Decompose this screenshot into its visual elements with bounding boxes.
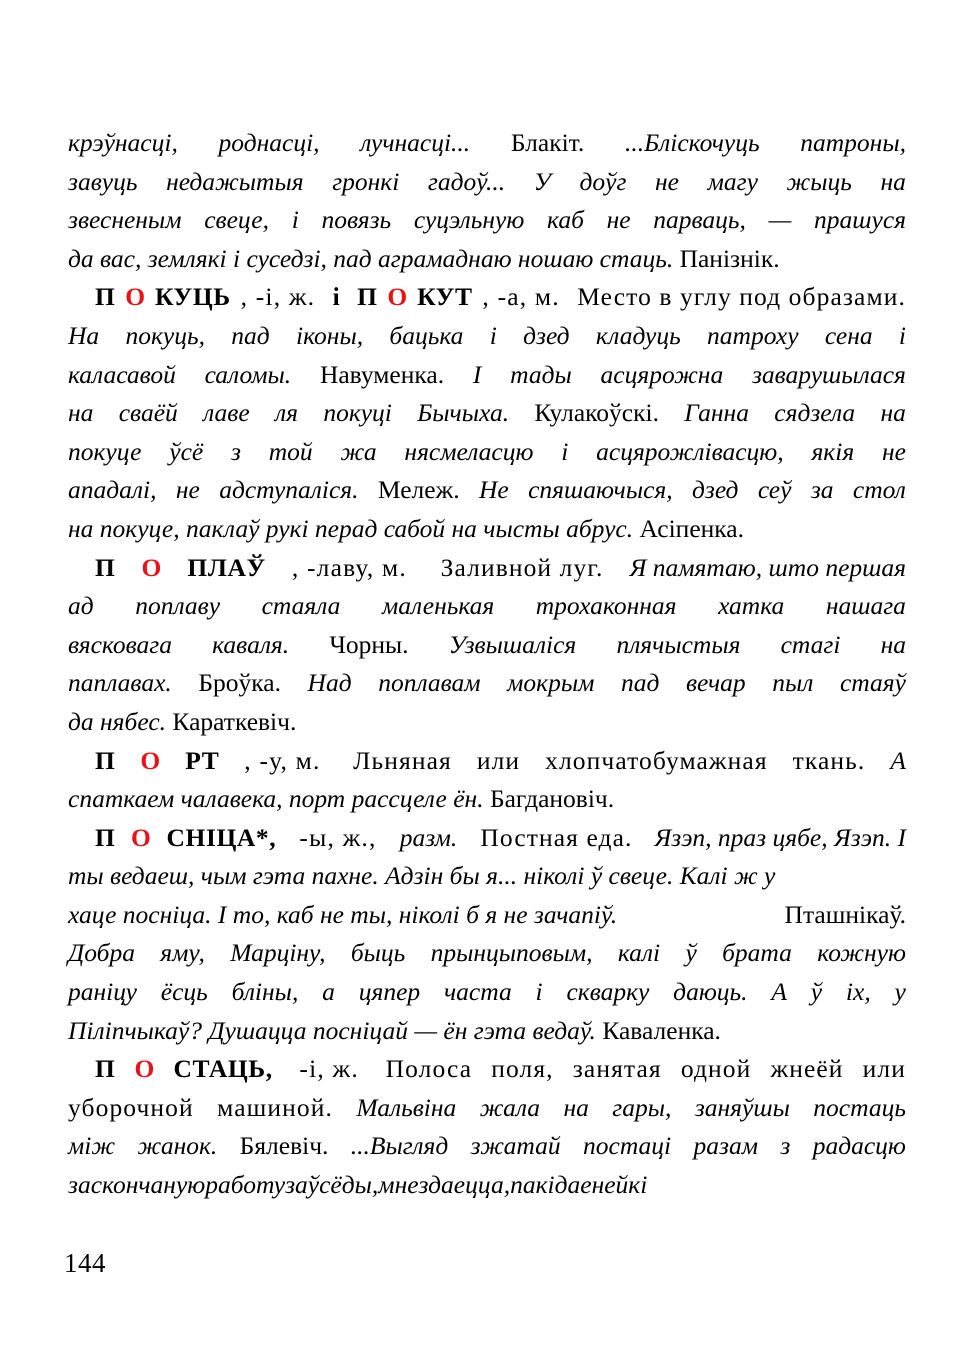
quotation-text: асцярожна: [600, 359, 724, 389]
author-attribution: Броўка.: [198, 668, 281, 698]
quotation-text: пад: [620, 668, 660, 698]
russian-gloss: Заливной луг.: [440, 552, 604, 582]
quotation-text: ў: [810, 977, 823, 1007]
quotation-text: парваць,: [653, 205, 746, 235]
author-attribution: Асіпенка.: [633, 513, 744, 543]
quotation-text: ...Бліскочуць: [624, 128, 760, 157]
headword-part: СТАЦЬ,: [173, 1054, 273, 1084]
quotation-text: на: [880, 398, 906, 428]
quotation-text: ёсць: [160, 977, 208, 1007]
quotation-text: каваля.: [212, 629, 290, 659]
quotation-text: Узвышаліся: [448, 629, 577, 659]
quotation-text: стаяла: [261, 591, 341, 621]
quotation-text: якія: [811, 436, 855, 466]
quotation-text: на: [880, 629, 906, 659]
quotation-text: На: [68, 320, 100, 350]
stressed-vowel: О: [140, 745, 161, 775]
quotation-text: даюць.: [673, 977, 748, 1007]
quotation-text: стаяў: [839, 668, 906, 698]
quotation-text: сена: [824, 320, 873, 350]
grammar-label: -і, ж.: [291, 1054, 367, 1084]
headword-part: П: [95, 745, 116, 775]
quotation-text: Не: [478, 475, 509, 505]
russian-gloss: хлопчатобумажная: [545, 745, 768, 775]
headword-part: П: [95, 1054, 116, 1084]
quotation-text: не: [175, 475, 200, 505]
quotation-text: і: [291, 205, 299, 235]
quotation-text: з: [231, 436, 241, 466]
quotation-text: на: [563, 1092, 589, 1122]
russian-gloss: Постная еда.: [472, 822, 633, 852]
quotation-text: жала: [479, 1092, 541, 1122]
quotation-text: лаве: [203, 398, 250, 428]
quotation-text: ападалі,: [68, 475, 157, 505]
page-number: 144: [64, 1248, 106, 1278]
grammar-label: разм.: [399, 822, 458, 852]
quotation-text: прашуся: [814, 205, 906, 235]
quotation-text: —: [768, 205, 792, 235]
text-line: [68, 784, 906, 823]
headword-part: П: [95, 552, 116, 582]
quotation-text: Бычыха.: [417, 398, 510, 428]
text-line: [68, 244, 906, 283]
quotation-text: магу: [707, 166, 758, 196]
quotation-text: брата: [722, 938, 792, 968]
russian-gloss: поля,: [491, 1054, 554, 1084]
quotation-text: і: [535, 977, 543, 1007]
quotation-text: з: [780, 1131, 791, 1161]
quotation-text: Язэп, праз цябе, Язэп. І: [648, 822, 906, 852]
quotation-text: жыць: [786, 166, 852, 196]
text-line: [68, 514, 906, 553]
quotation-text: сеў: [757, 475, 792, 505]
quotation-text: скварку: [566, 977, 650, 1007]
author-attribution: Каваленка.: [595, 1015, 721, 1045]
quotation-text: і: [898, 320, 906, 350]
stressed-vowel: О: [131, 822, 151, 852]
quotation-text: повязь: [321, 205, 392, 235]
quotation-text: той: [268, 436, 313, 466]
quotation-text: іх,: [845, 977, 871, 1007]
quotation-text: сваёй: [118, 398, 178, 428]
quotation-text: суцэльную: [413, 205, 525, 235]
text-line: [68, 553, 906, 592]
quotation-text: маленькая: [381, 591, 495, 621]
text-line: [68, 900, 906, 939]
quotation-text: гары,: [612, 1092, 672, 1122]
quotation-text: ад: [68, 591, 94, 621]
author-attribution: Бялевіч.: [239, 1131, 329, 1161]
text-line: [68, 1054, 906, 1093]
stressed-vowel: О: [134, 1054, 155, 1084]
quotation-text: недажытыя: [166, 166, 304, 196]
quotation-text: ля: [275, 398, 298, 428]
quotation-text: цяпер: [358, 977, 421, 1007]
text-line: [68, 398, 906, 437]
grammar-label: , -і, ж.: [240, 282, 323, 312]
quotation-text: звесненым: [68, 205, 182, 235]
text-line: [68, 823, 906, 862]
grammar-label: , -у, м.: [244, 745, 329, 775]
quotation-text: на: [68, 398, 94, 428]
quotation-text: гронкі: [332, 166, 400, 196]
quotation-text: за: [68, 1170, 91, 1200]
quotation-text: Над: [307, 668, 352, 698]
quotation-text: яму,: [160, 938, 205, 968]
text-line: [68, 1016, 906, 1055]
quotation-text: постаці: [583, 1131, 672, 1161]
quotation-text: асцярожлівасцю,: [596, 436, 784, 466]
quotation-text: вечар: [685, 668, 746, 698]
author-attribution: Блакіт.: [510, 128, 585, 157]
text-column: [68, 128, 906, 1209]
quotation-text: бацька: [389, 320, 464, 350]
text-line: [68, 1170, 906, 1209]
russian-gloss: одной: [680, 1054, 752, 1084]
headword-part: і: [332, 282, 348, 312]
quotation-text: не: [881, 436, 906, 466]
quotation-text: разам: [693, 1131, 758, 1161]
quotation-text: быць: [350, 938, 406, 968]
author-attribution: Чорны.: [329, 629, 409, 659]
quotation-text: работу: [205, 1170, 286, 1200]
headword-part: П: [95, 822, 116, 852]
quotation-text: сядзела: [774, 398, 856, 428]
quotation-text: ўсё: [169, 436, 204, 466]
quotation-text: заварушылася: [751, 359, 906, 389]
quotation-text: у: [894, 977, 906, 1007]
quotation-text: свеце,: [204, 205, 269, 235]
quotation-text: адступаліся.: [219, 475, 359, 505]
grammar-label: , -лаву, м.: [291, 552, 415, 582]
russian-gloss: уборочной: [68, 1092, 194, 1122]
text-line: [68, 977, 906, 1016]
quotation-text: калі: [617, 938, 661, 968]
quotation-text: дзед: [692, 475, 739, 505]
quotation-text: здаецца,: [418, 1170, 511, 1200]
dictionary-entry: [68, 1054, 906, 1208]
quotation-text: кладуць: [595, 320, 681, 350]
text-line: [68, 938, 906, 977]
author-attribution: Пташнікаў.: [778, 899, 906, 929]
author-attribution: Мележ.: [377, 475, 460, 505]
quotation-text: лучнасці...: [360, 128, 471, 157]
quotation-text: патроху: [707, 320, 799, 350]
text-line: [68, 630, 906, 669]
stressed-vowel: О: [141, 552, 162, 582]
quotation-text: і: [489, 320, 497, 350]
quotation-text: тады: [510, 359, 572, 389]
author-attribution: Кулакоўскі.: [534, 398, 659, 428]
quotation-text: Мальвіна: [356, 1092, 457, 1122]
text-line: [68, 1093, 906, 1132]
quotation-text: бліны,: [231, 977, 299, 1007]
quotation-text: Ганна: [684, 398, 749, 428]
text-line: [68, 746, 906, 785]
russian-gloss: занятая: [572, 1054, 662, 1084]
quotation-text: жанок.: [137, 1131, 218, 1161]
quotation-text: нейкі: [591, 1170, 648, 1200]
headword-part: П: [95, 282, 116, 312]
quotation-text: А: [890, 745, 906, 775]
headword-part: П: [357, 282, 378, 312]
russian-gloss: Полоса: [385, 1054, 473, 1084]
text-line: [68, 282, 906, 321]
dictionary-entry: [68, 282, 906, 552]
quotation-text: покуце: [68, 436, 142, 466]
quotation-text: кожную: [817, 938, 906, 968]
quotation-text: постаць: [813, 1092, 906, 1122]
text-line: [68, 707, 906, 746]
quotation-text: саломы.: [204, 359, 292, 389]
quotation-text: А: [771, 977, 787, 1007]
russian-gloss: Льняная: [353, 745, 452, 775]
quotation-text: роднасці,: [218, 128, 320, 157]
dictionary-entry: [68, 553, 906, 746]
quotation-text: гадоў...: [427, 166, 506, 196]
russian-gloss: Место в углу под образами.: [577, 282, 906, 312]
quotation-text: покуць,: [125, 320, 205, 350]
headword-part: КУЦЬ: [154, 282, 231, 312]
author-attribution: Панізнік.: [673, 243, 780, 273]
quotation-text: Марціну,: [230, 938, 326, 968]
quotation-text: пад: [231, 320, 270, 350]
quotation-text: заўсёды,: [285, 1170, 379, 1200]
quotation-text: трохаконная: [535, 591, 677, 621]
quotation-text: і: [561, 436, 569, 466]
stressed-vowel: О: [387, 282, 408, 312]
quotation-text: паплавах.: [68, 668, 172, 698]
quotation-text: плячыстыя: [616, 629, 741, 659]
quotation-text: хатка: [718, 591, 785, 621]
quotation-text: да вас, землякі і суседзі, пад аграмаднаю ношаю стаць.: [68, 243, 674, 273]
headword-part: СНІЦА*,: [166, 822, 277, 852]
grammar-label: -ы, ж.,: [291, 822, 385, 852]
quotation-text: заняўшы: [694, 1092, 790, 1122]
text-line: [68, 437, 906, 476]
russian-gloss: ткань.: [792, 745, 866, 775]
quotation-text: Піліпчыкаў? Душацца посніцай — ён гэта ведаў.: [68, 1015, 596, 1045]
headword-part: КУТ: [417, 282, 473, 312]
quotation-text: завуць: [68, 166, 138, 196]
quotation-text: нашага: [825, 591, 906, 621]
grammar-label: , -а, м.: [482, 282, 568, 312]
quotation-text: не: [655, 166, 679, 196]
quotation-text: У: [533, 166, 551, 196]
quotation-text: каласавой: [68, 359, 176, 389]
quotation-text: між: [68, 1131, 116, 1161]
quotation-text: прынцыповым,: [430, 938, 593, 968]
quotation-text: часта: [443, 977, 512, 1007]
quotation-text: ты ведаеш, чым гэта пахне. Адзін бы я... ніколі ў свеце. Калі ж у: [68, 861, 776, 891]
quotation-text: вясковага: [68, 629, 172, 659]
quotation-text: мокрым: [507, 668, 595, 698]
quotation-text: хаце посніца. І то, каб не ты, ніколі б я не зачапіў.: [68, 899, 618, 929]
quotation-text: скончаную: [90, 1170, 206, 1200]
quotation-text: стол: [852, 475, 906, 505]
headword-part: РТ: [185, 745, 220, 775]
entry-continuation: [68, 128, 906, 282]
quotation-text: спаткаем чалавека, порт рассцеле ён.: [68, 784, 484, 814]
text-line: [68, 360, 906, 399]
text-line: [68, 1131, 906, 1170]
quotation-text: раніцу: [68, 977, 137, 1007]
author-attribution: Багдановіч.: [483, 784, 615, 814]
quotation-text: пыл: [772, 668, 814, 698]
russian-gloss: машиной.: [217, 1092, 333, 1122]
text-line: [68, 167, 906, 206]
quotation-text: дзед: [523, 320, 570, 350]
author-attribution: Навуменка.: [319, 359, 445, 389]
dictionary-entry: [68, 746, 906, 823]
quotation-text: не: [606, 205, 631, 235]
quotation-text: а: [322, 977, 335, 1007]
text-line: [68, 475, 906, 514]
russian-gloss: жнеёй: [770, 1054, 844, 1084]
quotation-text: жа: [340, 436, 377, 466]
quotation-text: іконы,: [296, 320, 364, 350]
quotation-text: ў: [685, 938, 697, 968]
quotation-text: Добра: [68, 938, 135, 968]
quotation-text: спяшаючыся,: [528, 475, 673, 505]
quotation-text: поплаву: [135, 591, 221, 621]
quotation-text: на покуце, паклаў рукі перад сабой на чысты абрус.: [68, 513, 634, 543]
quotation-text: покуці: [323, 398, 392, 428]
quotation-text: Я памятаю, што першая: [629, 552, 906, 582]
quotation-text: крэўнасці,: [68, 128, 178, 157]
quotation-text: патроны,: [800, 128, 906, 157]
quotation-text: доўг: [579, 166, 627, 196]
headword-part: ПЛАЎ: [187, 552, 266, 582]
quotation-text: стагі: [780, 629, 841, 659]
quotation-text: поплавам: [378, 668, 481, 698]
quotation-text: каб: [547, 205, 584, 235]
russian-gloss: или: [862, 1054, 906, 1084]
quotation-text: радасцю: [812, 1131, 906, 1161]
text-line: [68, 668, 906, 707]
quotation-text: нясмеласцю: [404, 436, 534, 466]
quotation-text: мне: [378, 1170, 419, 1200]
quotation-text: пакідае: [510, 1170, 592, 1200]
dictionary-entry: [68, 823, 906, 1055]
text-line: [68, 861, 906, 900]
quotation-text: на: [880, 166, 906, 196]
text-line: [68, 205, 906, 244]
quotation-text: І: [472, 359, 482, 389]
text-line: [68, 591, 906, 630]
quotation-text: ...Выгляд: [350, 1131, 449, 1161]
text-line: [68, 128, 906, 167]
text-line: [68, 321, 906, 360]
author-attribution: Караткевіч.: [166, 706, 297, 736]
russian-gloss: или: [476, 745, 521, 775]
quotation-text: зжатай: [470, 1131, 561, 1161]
quotation-text: за: [810, 475, 834, 505]
quotation-text: да нябес.: [68, 706, 167, 736]
stressed-vowel: О: [125, 282, 146, 312]
